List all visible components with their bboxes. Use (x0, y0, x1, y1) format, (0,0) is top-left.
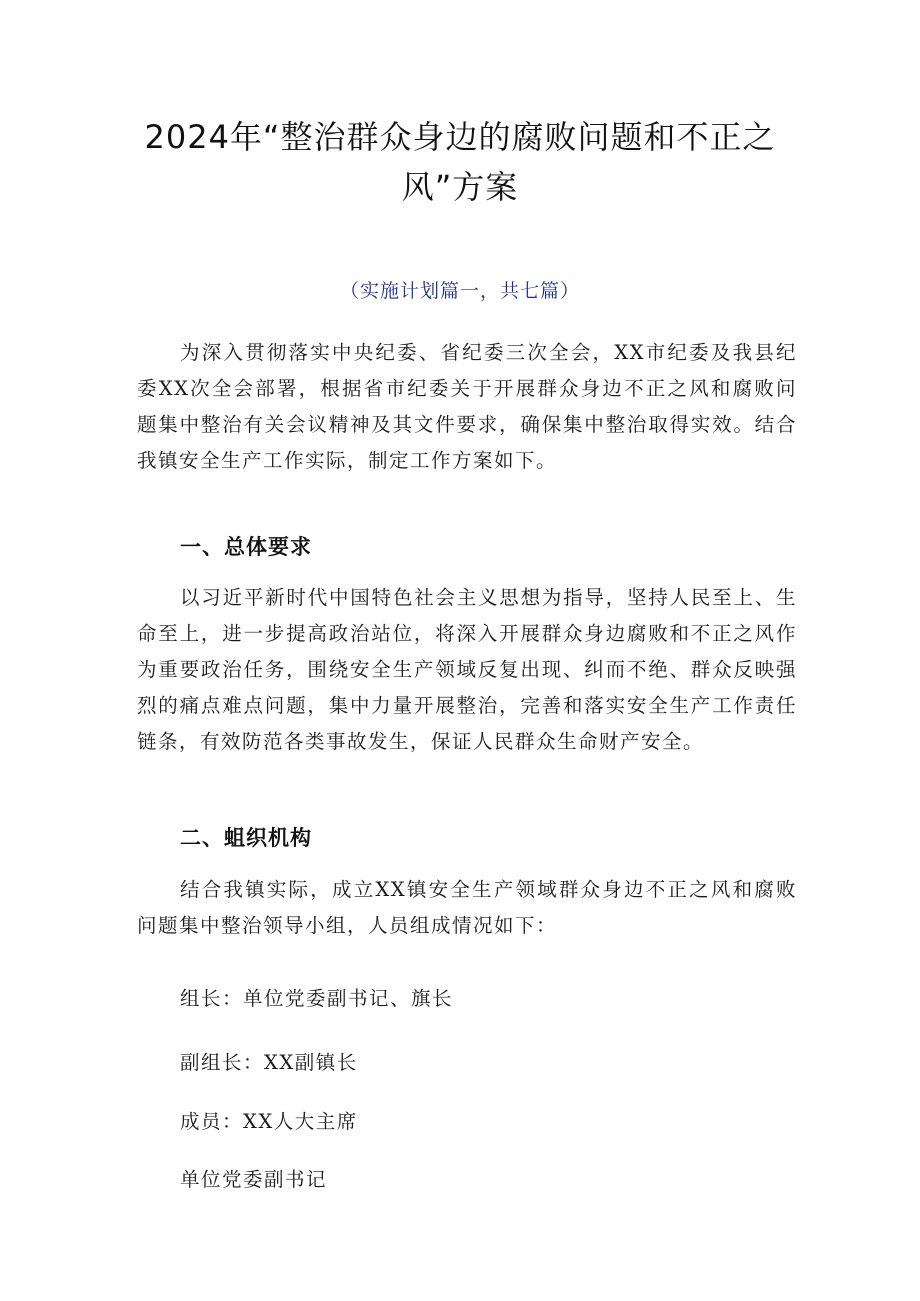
document-subtitle: （实施计划篇一，共七篇） (339, 280, 580, 302)
member-line-deputy-leader: 副组长：XX副镇长 (180, 1051, 358, 1074)
section-heading-organization: 二、蛆织机构 (180, 826, 312, 850)
section-body-organization: 结合我镇实际，成立XX镇安全生产领域群众身边不正之风和腐败问题集中整治领导小组，人员组成情况如下： (137, 878, 797, 937)
member-line-leader: 组长：单位党委副书记、旗长 (180, 987, 454, 1010)
member-line-party-secretary: 单位党委副书记 (180, 1168, 328, 1191)
member-line-members: 成员：XX人大主席 (180, 1110, 358, 1133)
intro-paragraph: 为深入贯彻落实中央纪委、省纪委三次全会，XX市纪委及我县纪委XX次全会部署，根据省市纪委关于开展群众身边不正之风和腐败问题集中整治有关会议精神及其文件要求，确保集中整治取得实效。结合我镇安全生产工作实际，制定工作方案如下。 (137, 341, 797, 472)
document-title: 2024年“整治群众身边的腐败问题和不正之风”方案 (144, 118, 776, 206)
section-body-general-requirements: 以习近平新时代中国特色社会主义思想为指导，坚持人民至上、生命至上，进一步提高政治站位，将深入开展群众身边腐败和不正之风作为重要政治任务，围绕安全生产领域反复出现、纠而不绝、群众反映强烈的痛点难点问题，集中力量开展整治，完善和落实安全生产工作责任链条，有效防范各类事故发生，保证人民群众生命财产安全。 (137, 586, 797, 753)
section-heading-general-requirements: 一、总体要求 (180, 535, 312, 559)
